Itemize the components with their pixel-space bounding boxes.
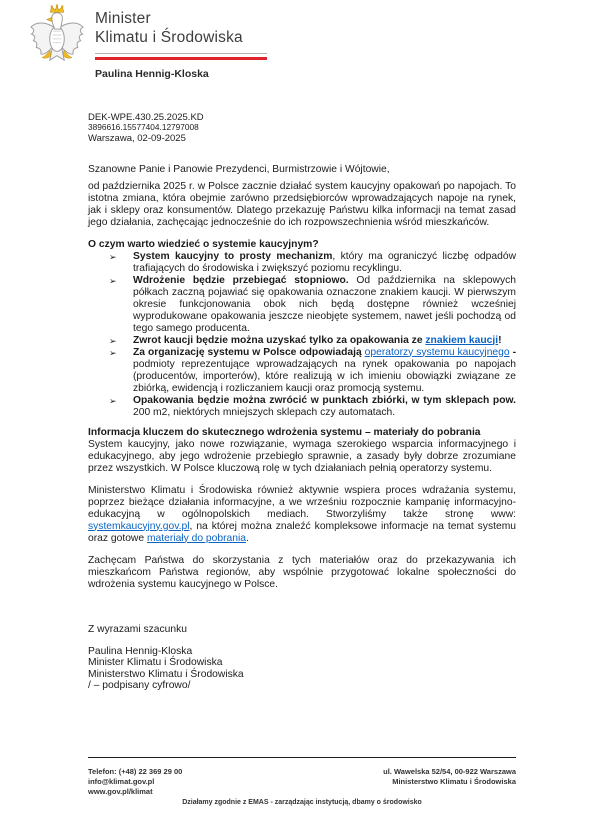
bullet-arrow-icon: ➢	[109, 275, 117, 286]
bullet-list	[88, 251, 516, 419]
footer-divider	[88, 757, 516, 758]
footer-website[interactable]: www.gov.pl/klimat	[88, 787, 153, 796]
bullet-item	[88, 347, 516, 395]
case-number: DEK-WPE.430.25.2025.KD	[88, 112, 204, 123]
bullet-arrow-icon: ➢	[109, 335, 117, 346]
bullet-bold-text: Zwrot kaucji będzie można uzyskać tylko za opakowania ze	[133, 334, 426, 346]
letter-body	[88, 112, 516, 692]
bullet-item	[88, 275, 516, 335]
znakiem-kaucji-link[interactable]: znakiem kaucji	[425, 334, 499, 346]
materialy-do-pobrania-link[interactable]: materiały do pobrania	[146, 532, 246, 544]
divider-red-line	[95, 57, 267, 61]
bullet-bold-text: Wdrożenie będzie przebiegać stopniowo.	[133, 274, 349, 286]
bullet-regular-text: podmioty reprezentujące wprowadzających na rynek opakowania po napojach (producentów, importerów), które realizują w ich imieniu obowiązki związane ze zbiórką, ewidencją i rozliczaniem kaucji oraz promocją systemu.	[133, 358, 516, 394]
bullet-text	[133, 335, 516, 347]
bullet-text	[133, 347, 516, 395]
signature-block	[88, 646, 516, 692]
salutation: Szanowne Panie i Panowie Prezydenci, Burmistrzowie i Wójtowie,	[88, 163, 390, 175]
footer-address-column	[383, 767, 516, 797]
divider-gray-line	[95, 53, 267, 54]
section2-paragraph: System kaucyjny, jako nowe rozwiązanie, wymaga szerokiego wsparcia informacyjnego i edukacyjnego, aby jego wdrożenie przebiegło sprawnie, a zasady były dobrze zrozumiane przez wszystkich. W Polsce kluczową rolę w tych działaniach pełnią operatorzy systemu.	[88, 438, 516, 474]
bullet-text	[133, 275, 516, 335]
ministry-title-line2: Klimatu i Środowiska	[95, 28, 243, 46]
bullet-item	[88, 251, 516, 275]
signature-organization: Ministerstwo Klimatu i Środowiska	[88, 668, 244, 680]
bullet-regular-text: Od października na sklepowych półkach zaczną pojawiać się opakowania oznaczone znakiem kaucji. W pierwszym okresie funkcjonowania obok nich będą dostępne również wcześniej wyprodukowane opakowania jeszcze nieobjęte systemem, nawet jeśli pochodzą od tego samego producenta.	[133, 274, 516, 334]
bullet-item	[88, 335, 516, 347]
ministry-title	[95, 10, 395, 47]
bullet-bold-text: Za organizację systemu w Polsce odpowiadają	[133, 346, 365, 358]
minister-name: Paulina Hennig-Kloska	[95, 68, 209, 80]
signature-title: Minister Klimatu i Środowiska	[88, 657, 223, 668]
footer-address: ul. Wawelska 52/54, 00-922 Warszawa	[383, 767, 516, 776]
header-divider	[95, 53, 267, 60]
document-id: 3896616.15577404.12797008	[88, 122, 199, 132]
paragraph-text: , na której można znaleźć kompleksowe informacje na temat systemu oraz gotowe	[88, 520, 516, 544]
bullet-regular-text: , który ma ograniczyć liczbę odpadów trafiających do środowiska i zwiększyć poziomu recyklingu.	[133, 250, 517, 274]
signature-name: Paulina Hennig-Kloska	[88, 645, 193, 657]
bullet-text	[133, 395, 516, 419]
section1-heading: O czym warto wiedzieć o systemie kaucyjnym?	[88, 238, 319, 250]
valediction: Z wyrazami szacunku	[88, 623, 187, 635]
bullet-bold-text: -	[509, 346, 516, 358]
bullet-bold-text: !	[498, 334, 502, 346]
reference-block	[88, 112, 516, 144]
operatorzy-systemu-link[interactable]: operatorzy systemu kaucyjnego	[364, 346, 510, 358]
section2-heading: Informacja kluczem do skutecznego wdrożenia systemu – materiały do pobrania	[88, 426, 481, 438]
footer-contact-column	[88, 767, 182, 797]
letter-footer	[88, 757, 516, 808]
footer-phone: Telefon: (+48) 22 369 29 00	[88, 767, 183, 776]
systemkaucyjny-gov-pl-link[interactable]: systemkaucyjny.gov.pl	[88, 520, 190, 532]
bullet-text	[133, 251, 516, 275]
bullet-arrow-icon: ➢	[109, 395, 117, 406]
footer-email[interactable]: info@klimat.gov.pl	[88, 777, 155, 786]
footer-ministry-name: Ministerstwo Klimatu i Środowiska	[392, 777, 516, 786]
bullet-bold-text: Opakowania będzie można zwrócić w punktach zbiórki, w tym sklepach pow.	[133, 394, 516, 406]
bullet-item	[88, 395, 516, 419]
polish-eagle-emblem-icon	[28, 4, 86, 64]
intro-paragraph: od października 2025 r. w Polsce zacznie działać system kaucyjny opakowań po napojach. To istotna zmiana, która obejmie zarówno przedsiębiorców wprowadzających napoje na rynek, jak i sklepy oraz konsumentów. Dlatego przekazuję Państwu kilka informacji na temat zasad jego działania, zachęcając jednocześnie do ich rozpowszechnienia wśród mieszkańców.	[88, 180, 516, 228]
closing-paragraph: Zachęcam Państwa do skorzystania z tych materiałów oraz do przekazywania ich mieszkańcom Państwa regionów, aby wspólnie przygotować lokalne społeczności do wdrożenia systemu kaucyjnego w Polsce.	[88, 554, 516, 590]
letterhead-title-block	[95, 10, 395, 80]
paragraph-text: .	[246, 532, 249, 544]
place-and-date: Warszawa, 02-09-2025	[88, 132, 186, 144]
emas-note: Działamy zgodnie z EMAS - zarządzając instytucją, dbamy o środowisko	[182, 799, 422, 806]
bullet-arrow-icon: ➢	[109, 347, 117, 358]
ministry-title-line1: Minister	[95, 10, 151, 27]
bullet-regular-text: 200 m2, niektórych mniejszych sklepach czy automatach.	[133, 406, 396, 418]
bullet-arrow-icon: ➢	[109, 251, 117, 262]
digital-signature-note: / – podpisany cyfrowo/	[88, 680, 191, 691]
ministry-support-paragraph	[88, 485, 516, 545]
paragraph-text: Ministerstwo Klimatu i Środowiska również aktywnie wspiera proces wdrażania systemu, poprzez bieżące działania informacyjne, a we wrześniu rozpocznie kampanię informacyjno-edukacyjną w ogólnopolskich mediach. Stworzyliśmy także stronę www:	[88, 484, 516, 520]
bullet-bold-text: System kaucyjny to prosty mechanizm	[133, 250, 333, 262]
